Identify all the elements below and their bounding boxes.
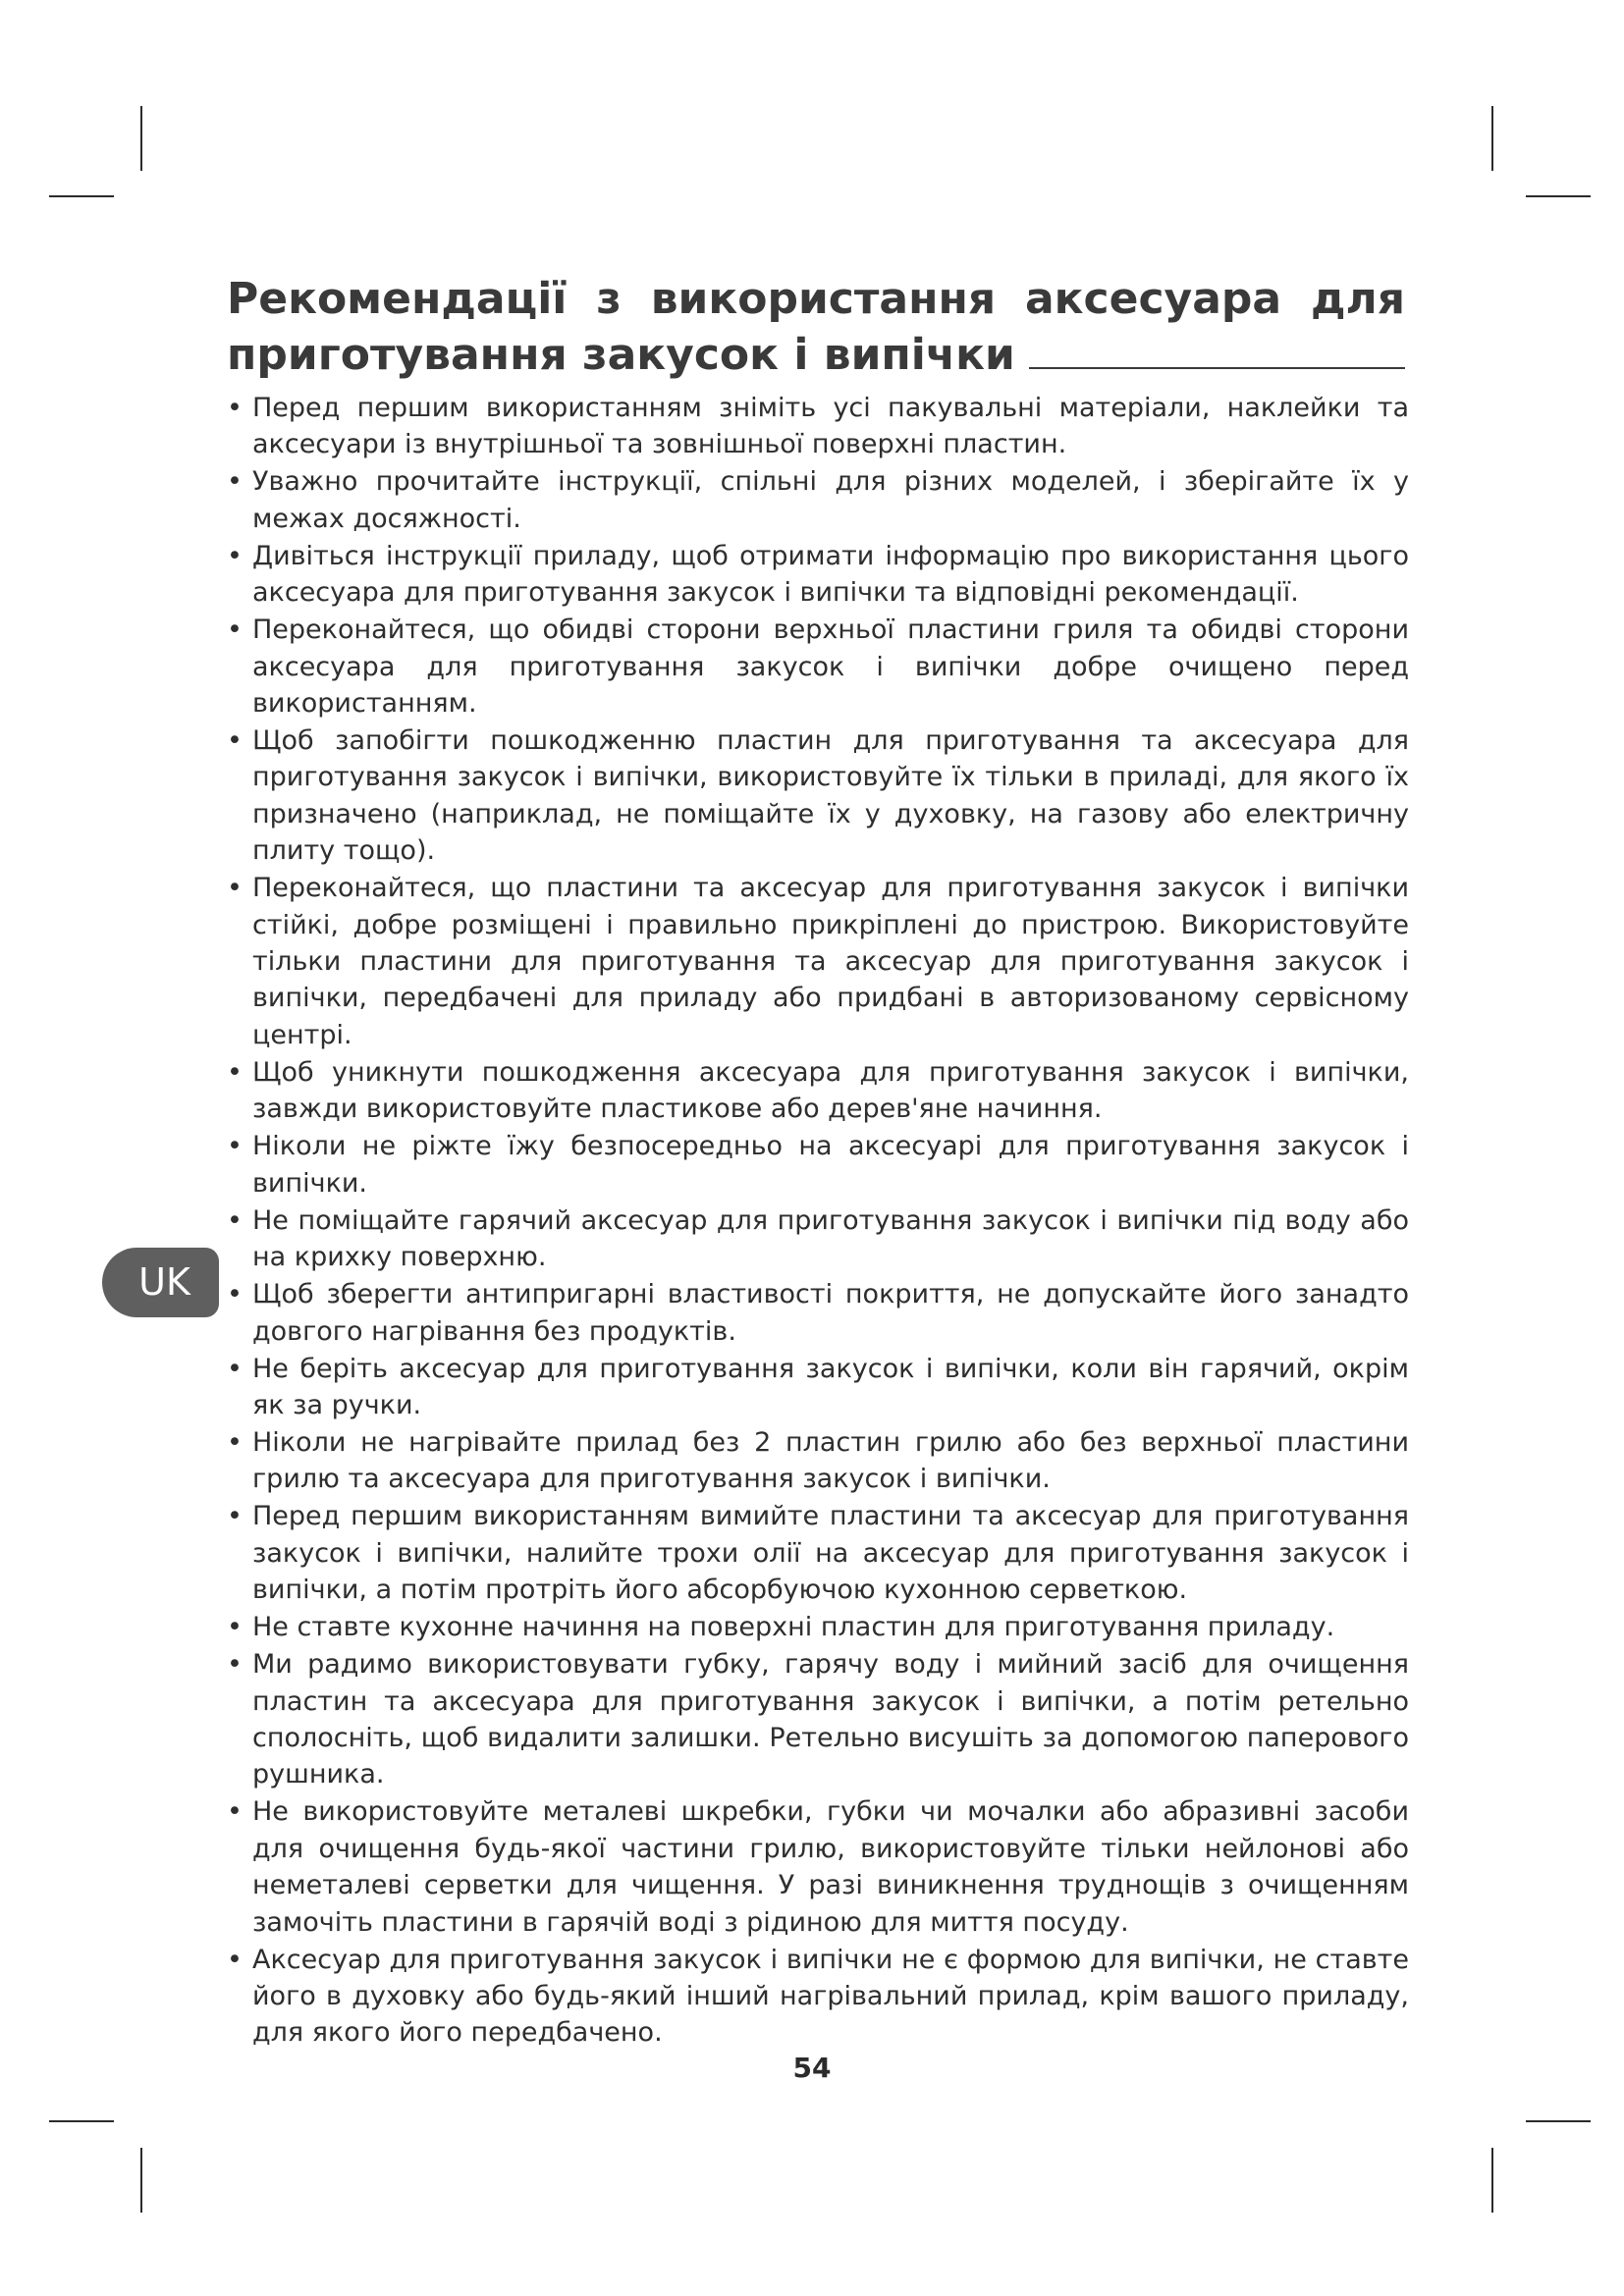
language-tab: UK: [102, 1248, 219, 1317]
bullet-icon: •: [227, 1204, 243, 1236]
list-item-text: Ми радимо використовувати губку, гарячу воду і мийний засіб для очищення пластин та аксесуара для приготування закусок і випічки, а потім ретельно сполосніть, щоб видалити залишки. Ретельно висушіть за допомогою паперового рушника.: [252, 1649, 1409, 1790]
list-item: [225, 1054, 1409, 1128]
title-line-1: [227, 271, 1405, 327]
page-title: [227, 271, 1405, 383]
list-item: [225, 870, 1409, 1053]
bullet-icon: •: [227, 1501, 243, 1532]
list-item-text: Дивіться інструкції приладу, щоб отримати інформацію про використання цього аксесуара для приготування закусок і випічки та відповідні рекомендації.: [252, 540, 1409, 609]
list-item-text: Не беріть аксесуар для приготування закусок і випічки, коли він гарячий, окрім як за ручки.: [252, 1353, 1409, 1420]
recommendations-list: [225, 390, 1409, 2052]
list-item-text: Перед першим використанням вимийте пластини та аксесуар для приготування закусок і випічки, налийте трохи олії на аксесуар для приготування закусок і випічки, а потім протріть його абсорбуючою кухонною серветкою.: [252, 1501, 1409, 1606]
list-item-text: Не поміщайте гарячий аксесуар для приготування закусок і випічки під воду або на крихку поверхню.: [252, 1204, 1409, 1273]
crop-mark: [1491, 106, 1493, 171]
page-number: 54: [792, 2052, 832, 2084]
crop-mark: [49, 2120, 114, 2122]
list-item: [225, 1793, 1409, 1941]
list-item: [225, 538, 1409, 612]
bullet-icon: •: [227, 1612, 243, 1643]
bullet-icon: •: [227, 873, 243, 904]
crop-mark: [140, 2148, 142, 2213]
bullet-icon: •: [227, 540, 243, 571]
title-underline-rule: [1029, 367, 1405, 369]
title-line-2: [227, 327, 1405, 383]
list-item: [225, 1128, 1409, 1201]
crop-mark: [1526, 2120, 1591, 2122]
bullet-icon: •: [227, 725, 243, 757]
list-item: [225, 1424, 1409, 1498]
list-item-text: Переконайтеся, що обидві сторони верхньої пластини гриля та обидві сторони аксесуара для приготування закусок і випічки добре очищено перед використанням.: [252, 614, 1409, 720]
list-item: [225, 722, 1409, 870]
list-item-text: Щоб зберегти антипригарні властивості покриття, не допускайте його занадто довгого нагрівання без продуктів.: [252, 1279, 1409, 1347]
list-item: [225, 612, 1409, 721]
bullet-icon: •: [227, 1131, 243, 1162]
list-item-text: Не використовуйте металеві шкребки, губки чи мочалки або абразивні засоби для очищення будь-якої частини грилю, використовуйте тільки нейлонові або неметалеві серветки для чищення. У разі виникнення труднощів з очищенням замочіть пластини в гарячій воді з рідиною для миття посуду.: [252, 1796, 1409, 1938]
list-item-text: Ніколи не ріжте їжу безпосередньо на аксесуарі для приготування закусок і випічки.: [252, 1131, 1409, 1199]
list-item: [225, 463, 1409, 537]
bullet-icon: •: [227, 466, 243, 498]
list-item-text: Щоб уникнути пошкодження аксесуара для приготування закусок і випічки, завжди використовуйте пластикове або дерев'яне начиння.: [252, 1056, 1409, 1125]
crop-mark: [140, 106, 142, 171]
title-text: приготування закусок і випічки: [227, 330, 1015, 381]
bullet-icon: •: [227, 614, 243, 646]
crop-mark: [1491, 2148, 1493, 2213]
list-item: [225, 1276, 1409, 1350]
list-item: [225, 1609, 1409, 1645]
list-item-text: Ніколи не нагрівайте прилад без 2 пластин грилю або без верхньої пластини грилю та аксесуара для приготування закусок і випічки.: [252, 1426, 1409, 1495]
list-item-text: Не ставте кухонне начиння на поверхні пластин для приготування приладу.: [252, 1612, 1335, 1643]
bullet-icon: •: [227, 393, 243, 423]
bullet-icon: •: [227, 1056, 243, 1088]
title-word: використання: [650, 274, 997, 324]
bullet-icon: •: [227, 1279, 243, 1310]
list-item: [225, 1202, 1409, 1276]
list-item: [225, 1498, 1409, 1608]
list-item-text: Щоб запобігти пошкодженню пластин для приготування та аксесуара для приготування закусок і випічки, використовуйте їх тільки в приладі, для якого їх призначено (наприклад, не поміщайте їх у духовку, на газову або електричну плиту тощо).: [252, 725, 1409, 867]
bullet-icon: •: [227, 1353, 243, 1384]
list-item-text: Переконайтеся, що пластини та аксесуар для приготування закусок і випічки стійкі, добре розміщені і правильно прикріплені до пристрою. Використовуйте тільки пластини для приготування та аксесуар для приготування закусок і випічки, передбачені для приладу або придбані в авторизованому сервісному центрі.: [252, 873, 1409, 1050]
list-item-text: Аксесуар для приготування закусок і випічки не є формою для випічки, не ставте його в духовку або будь-який інший нагрівальний прилад, крім вашого приладу, для якого його передбачено.: [252, 1944, 1409, 2049]
title-word: з: [596, 274, 622, 324]
list-item: [225, 390, 1409, 463]
bullet-icon: •: [227, 1426, 243, 1458]
list-item: [225, 1646, 1409, 1793]
title-word: для: [1310, 274, 1405, 324]
list-item: [225, 1942, 1409, 2052]
bullet-icon: •: [227, 1944, 243, 1975]
list-item-text: Перед першим використанням зніміть усі пакувальні матеріали, наклейки та аксесуари із внутрішньої та зовнішньої поверхні пластин.: [252, 393, 1409, 460]
crop-mark: [49, 195, 114, 197]
bullet-icon: •: [227, 1796, 243, 1828]
title-word: аксесуара: [1024, 274, 1282, 324]
title-word: Рекомендації: [227, 274, 568, 324]
crop-mark: [1526, 195, 1591, 197]
list-item: [225, 1351, 1409, 1424]
bullet-icon: •: [227, 1649, 243, 1681]
list-item-text: Уважно прочитайте інструкції, спільні для різних моделей, і зберігайте їх у межах досяжності.: [252, 466, 1409, 534]
